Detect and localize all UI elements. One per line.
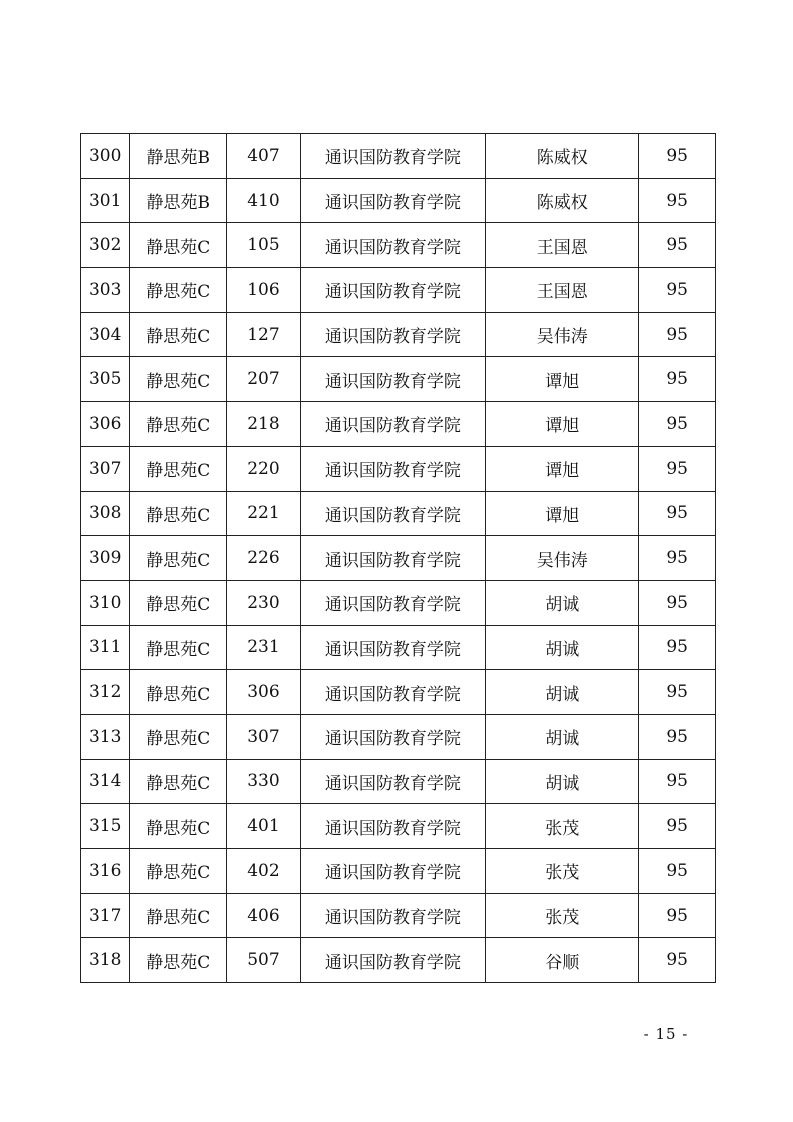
page-number: - 15 - (643, 1025, 689, 1043)
building-cell: 静思苑C (130, 580, 227, 625)
room-cell: 307 (227, 714, 301, 759)
room-cell: 105 (227, 223, 301, 268)
person-cell: 胡诚 (486, 580, 639, 625)
college-cell: 通识国防教育学院 (300, 223, 485, 268)
row-index-cell: 318 (81, 938, 130, 983)
person-cell: 谭旭 (486, 357, 639, 402)
building-cell: 静思苑B (130, 178, 227, 223)
room-cell: 207 (227, 357, 301, 402)
row-index-cell: 310 (81, 580, 130, 625)
building-cell: 静思苑C (130, 446, 227, 491)
person-cell: 谭旭 (486, 491, 639, 536)
person-cell: 陈威权 (486, 134, 639, 179)
room-cell: 220 (227, 446, 301, 491)
person-cell: 胡诚 (486, 625, 639, 670)
row-index-cell: 315 (81, 804, 130, 849)
person-cell: 谭旭 (486, 402, 639, 447)
person-cell: 张茂 (486, 849, 639, 894)
row-index-cell: 302 (81, 223, 130, 268)
score-cell: 95 (639, 849, 716, 894)
row-index-cell: 300 (81, 134, 130, 179)
score-cell: 95 (639, 223, 716, 268)
college-cell: 通识国防教育学院 (300, 625, 485, 670)
building-cell: 静思苑C (130, 804, 227, 849)
table-row (81, 759, 716, 804)
building-cell: 静思苑C (130, 402, 227, 447)
room-cell: 402 (227, 849, 301, 894)
person-cell: 胡诚 (486, 759, 639, 804)
college-cell: 通识国防教育学院 (300, 759, 485, 804)
building-cell: 静思苑C (130, 268, 227, 313)
row-index-cell: 309 (81, 536, 130, 581)
row-index-cell: 307 (81, 446, 130, 491)
person-cell: 谭旭 (486, 446, 639, 491)
room-cell: 410 (227, 178, 301, 223)
building-cell: 静思苑C (130, 714, 227, 759)
college-cell: 通识国防教育学院 (300, 849, 485, 894)
table-row (81, 178, 716, 223)
college-cell: 通识国防教育学院 (300, 580, 485, 625)
table-row (81, 268, 716, 313)
college-cell: 通识国防教育学院 (300, 938, 485, 983)
room-cell: 401 (227, 804, 301, 849)
score-cell: 95 (639, 268, 716, 313)
row-index-cell: 304 (81, 312, 130, 357)
row-index-cell: 311 (81, 625, 130, 670)
table-row (81, 357, 716, 402)
score-cell: 95 (639, 357, 716, 402)
room-cell: 127 (227, 312, 301, 357)
building-cell: 静思苑C (130, 536, 227, 581)
college-cell: 通识国防教育学院 (300, 491, 485, 536)
score-cell: 95 (639, 804, 716, 849)
table-row (81, 938, 716, 983)
person-cell: 吴伟涛 (486, 536, 639, 581)
room-cell: 407 (227, 134, 301, 179)
table-row (81, 312, 716, 357)
building-cell: 静思苑C (130, 670, 227, 715)
person-cell: 陈威权 (486, 178, 639, 223)
table-row (81, 446, 716, 491)
score-cell: 95 (639, 178, 716, 223)
person-cell: 王国恩 (486, 268, 639, 313)
row-index-cell: 317 (81, 893, 130, 938)
score-cell: 95 (639, 536, 716, 581)
score-cell: 95 (639, 893, 716, 938)
room-cell: 330 (227, 759, 301, 804)
college-cell: 通识国防教育学院 (300, 714, 485, 759)
score-cell: 95 (639, 938, 716, 983)
college-cell: 通识国防教育学院 (300, 536, 485, 581)
table-row (81, 670, 716, 715)
table-row (81, 804, 716, 849)
room-cell: 306 (227, 670, 301, 715)
college-cell: 通识国防教育学院 (300, 402, 485, 447)
person-cell: 王国恩 (486, 223, 639, 268)
table-row (81, 536, 716, 581)
table-row (81, 134, 716, 179)
table-row (81, 402, 716, 447)
score-cell: 95 (639, 134, 716, 179)
row-index-cell: 303 (81, 268, 130, 313)
score-cell: 95 (639, 446, 716, 491)
college-cell: 通识国防教育学院 (300, 357, 485, 402)
room-cell: 231 (227, 625, 301, 670)
room-cell: 406 (227, 893, 301, 938)
row-index-cell: 314 (81, 759, 130, 804)
person-cell: 张茂 (486, 804, 639, 849)
building-cell: 静思苑C (130, 491, 227, 536)
college-cell: 通识国防教育学院 (300, 178, 485, 223)
table-row (81, 625, 716, 670)
college-cell: 通识国防教育学院 (300, 312, 485, 357)
row-index-cell: 308 (81, 491, 130, 536)
person-cell: 胡诚 (486, 670, 639, 715)
person-cell: 谷顺 (486, 938, 639, 983)
dormitory-score-table (80, 133, 716, 983)
room-cell: 230 (227, 580, 301, 625)
score-cell: 95 (639, 491, 716, 536)
table-row (81, 714, 716, 759)
score-cell: 95 (639, 759, 716, 804)
row-index-cell: 316 (81, 849, 130, 894)
building-cell: 静思苑C (130, 312, 227, 357)
row-index-cell: 306 (81, 402, 130, 447)
college-cell: 通识国防教育学院 (300, 893, 485, 938)
person-cell: 吴伟涛 (486, 312, 639, 357)
college-cell: 通识国防教育学院 (300, 670, 485, 715)
person-cell: 张茂 (486, 893, 639, 938)
building-cell: 静思苑C (130, 759, 227, 804)
score-cell: 95 (639, 312, 716, 357)
row-index-cell: 312 (81, 670, 130, 715)
room-cell: 226 (227, 536, 301, 581)
college-cell: 通识国防教育学院 (300, 446, 485, 491)
row-index-cell: 313 (81, 714, 130, 759)
building-cell: 静思苑C (130, 893, 227, 938)
college-cell: 通识国防教育学院 (300, 268, 485, 313)
score-cell: 95 (639, 402, 716, 447)
room-cell: 218 (227, 402, 301, 447)
room-cell: 106 (227, 268, 301, 313)
table-row (81, 849, 716, 894)
building-cell: 静思苑C (130, 357, 227, 402)
room-cell: 507 (227, 938, 301, 983)
row-index-cell: 301 (81, 178, 130, 223)
table-row (81, 580, 716, 625)
table-row (81, 491, 716, 536)
score-cell: 95 (639, 580, 716, 625)
room-cell: 221 (227, 491, 301, 536)
building-cell: 静思苑C (130, 223, 227, 268)
building-cell: 静思苑C (130, 938, 227, 983)
building-cell: 静思苑C (130, 625, 227, 670)
college-cell: 通识国防教育学院 (300, 804, 485, 849)
table-body (81, 134, 716, 983)
table-row (81, 893, 716, 938)
building-cell: 静思苑B (130, 134, 227, 179)
college-cell: 通识国防教育学院 (300, 134, 485, 179)
score-cell: 95 (639, 670, 716, 715)
score-cell: 95 (639, 625, 716, 670)
row-index-cell: 305 (81, 357, 130, 402)
person-cell: 胡诚 (486, 714, 639, 759)
building-cell: 静思苑C (130, 849, 227, 894)
score-cell: 95 (639, 714, 716, 759)
table-row (81, 223, 716, 268)
